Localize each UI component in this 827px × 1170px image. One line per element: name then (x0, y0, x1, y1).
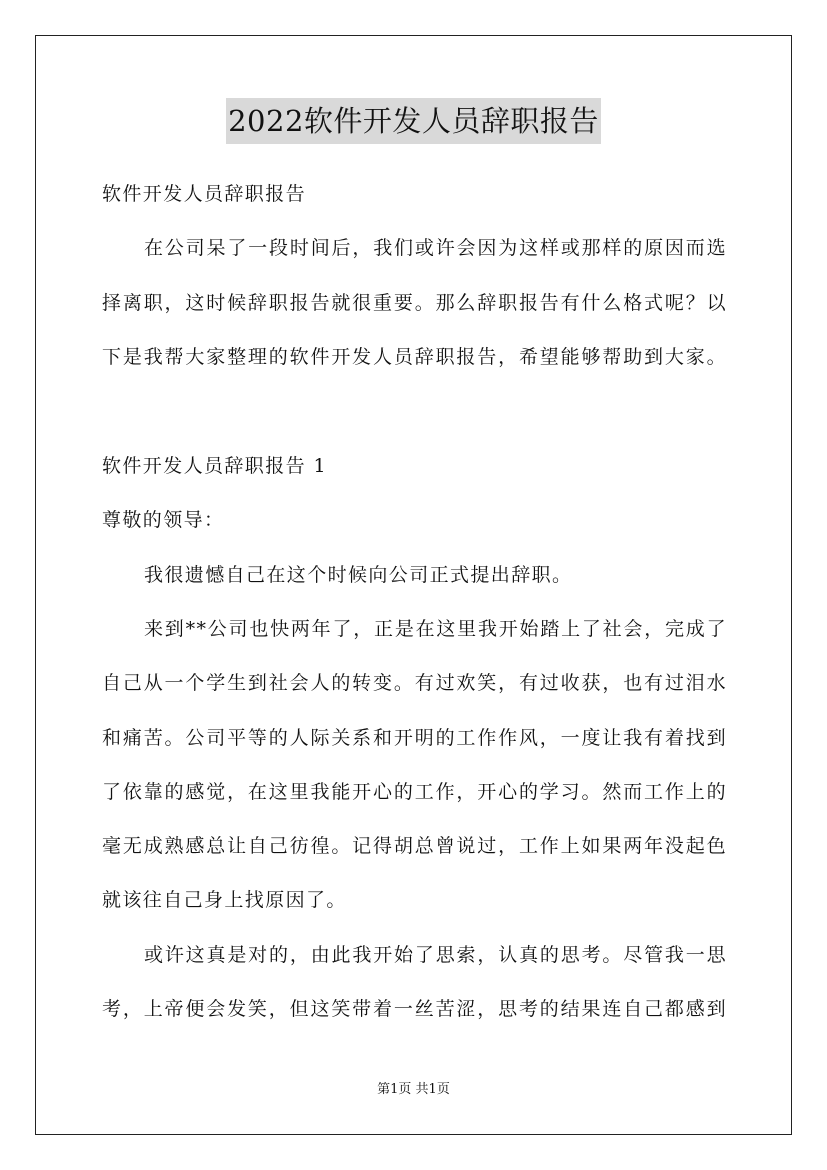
paragraph-line: 我很遗憾自己在这个时候向公司正式提出辞职。 (144, 564, 573, 586)
paragraph-line: 了依靠的感觉，在这里我能开心的工作，开心的学习。然而工作上的 (102, 781, 727, 803)
paragraph-line: 毫无成熟感总让自己彷徨。记得胡总曾说过，工作上如果两年没起色 (102, 835, 727, 857)
salutation: 尊敬的领导： (102, 509, 225, 531)
paragraph-line: 或许这真是对的，由此我开始了思索，认真的思考。尽管我一思 (144, 944, 727, 966)
document-title: 2022软件开发人员辞职报告 (226, 98, 601, 144)
page-footer: 第1页 共1页 (377, 1082, 450, 1097)
title-container (0, 98, 827, 144)
section-heading: 软件开发人员辞职报告 (102, 183, 307, 205)
paragraph-line: 就该往自己身上找原因了。 (102, 889, 347, 911)
paragraph-line: 来到**公司也快两年了，正是在这里我开始踏上了社会，完成了 (144, 618, 727, 640)
paragraph-line: 和痛苦。公司平等的人际关系和开明的工作作风，一度让我有着找到 (102, 727, 727, 749)
paragraph-line: 自己从一个学生到社会人的转变。有过欢笑，有过收获，也有过泪水 (102, 672, 727, 694)
paragraph-line: 在公司呆了一段时间后，我们或许会因为这样或那样的原因而选 (144, 237, 727, 259)
section-heading: 软件开发人员辞职报告 1 (102, 455, 327, 477)
paragraph-line: 考，上帝便会发笑，但这笑带着一丝苦涩，思考的结果连自己都感到 (102, 998, 727, 1020)
paragraph-line: 择离职，这时候辞职报告就很重要。那么辞职报告有什么格式呢？以 (102, 292, 727, 314)
paragraph-line: 下是我帮大家整理的软件开发人员辞职报告，希望能够帮助到大家。 (102, 346, 727, 368)
